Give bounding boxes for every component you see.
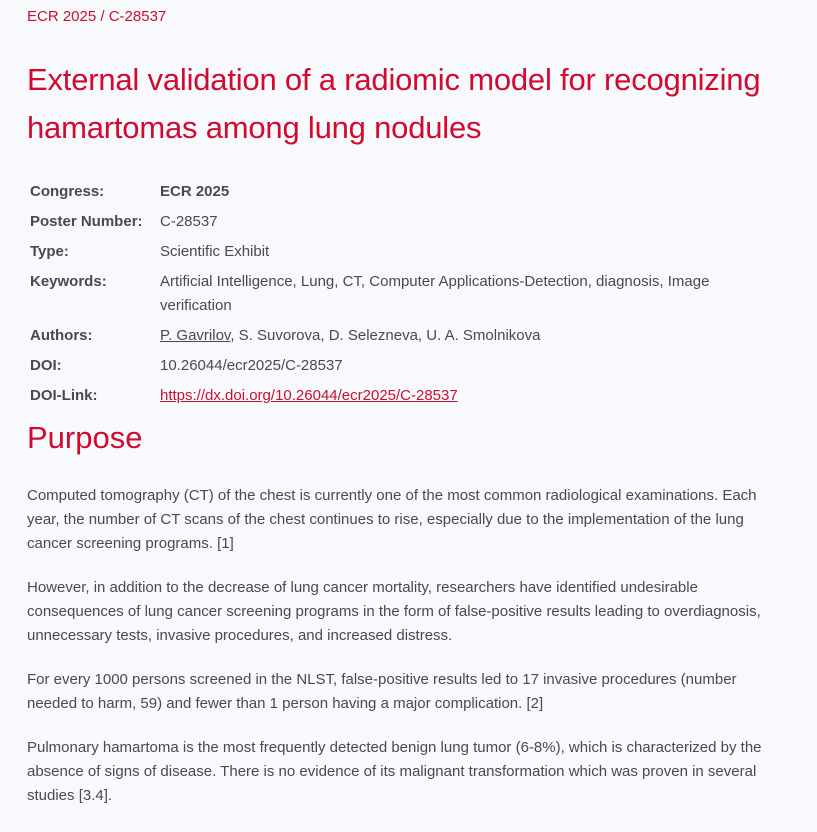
doi-link-label: DOI-Link: — [30, 387, 98, 404]
other-authors: , S. Suvorova, D. Selezneva, U. A. Smolnikova — [230, 327, 541, 344]
meta-row-congress — [30, 180, 790, 204]
breadcrumb: ECR 2025 / C-28537 — [27, 8, 167, 25]
meta-row-poster-number — [30, 210, 790, 234]
doi-label: DOI: — [30, 357, 62, 374]
congress-value: ECR 2025 — [160, 183, 230, 200]
meta-row-keywords — [30, 270, 790, 318]
meta-row-doi — [30, 354, 790, 378]
purpose-body — [27, 484, 790, 808]
type-label: Type: — [30, 243, 69, 260]
purpose-paragraph: For every 1000 persons screened in the NLST, false-positive results led to 17 invasive procedures (number needed to harm, 59) and fewer than 1 person having a major complication. [2] — [27, 671, 737, 712]
keywords-value: Artificial Intelligence, Lung, CT, Computer Applications-Detection, diagnosis, Image verification — [160, 273, 710, 314]
poster-number-value: C-28537 — [160, 213, 218, 230]
poster-metadata — [27, 180, 790, 408]
meta-row-authors — [30, 324, 790, 348]
purpose-paragraph: Pulmonary hamartoma is the most frequently detected benign lung tumor (6-8%), which is characterized by the absence of signs of disease. There is no evidence of its malignant transformation which was proven in several studies [3.4]. — [27, 739, 762, 804]
purpose-paragraph: Computed tomography (CT) of the chest is currently one of the most common radiological examinations. Each year, the number of CT scans of the chest continues to rise, especially due to the implementation of the lung cancer screening programs. [1] — [27, 487, 757, 552]
keywords-label: Keywords: — [30, 273, 107, 290]
doi-value: 10.26044/ecr2025/C-28537 — [160, 357, 343, 374]
poster-number-label: Poster Number: — [30, 213, 143, 230]
authors-value — [160, 324, 790, 348]
congress-label: Congress: — [30, 183, 105, 200]
meta-row-doi-link — [30, 384, 790, 408]
doi-link[interactable]: https://dx.doi.org/10.26044/ecr2025/C-28537 — [160, 387, 458, 404]
page-title: External validation of a radiomic model for recognizing hamartomas among lung nodules — [27, 62, 761, 145]
purpose-paragraph: However, in addition to the decrease of lung cancer mortality, researchers have identified undesirable consequences of lung cancer screening programs in the form of false-positive results leading to overdiagnosis, unnecessary tests, invasive procedures, and increased distress. — [27, 579, 761, 644]
authors-label: Authors: — [30, 327, 93, 344]
meta-row-type — [30, 240, 790, 264]
purpose-heading: Purpose — [27, 420, 143, 455]
doi-link-value — [160, 384, 790, 408]
type-value: Scientific Exhibit — [160, 243, 270, 260]
author-link-p-gavrilov[interactable]: P. Gavrilov — [160, 327, 231, 344]
